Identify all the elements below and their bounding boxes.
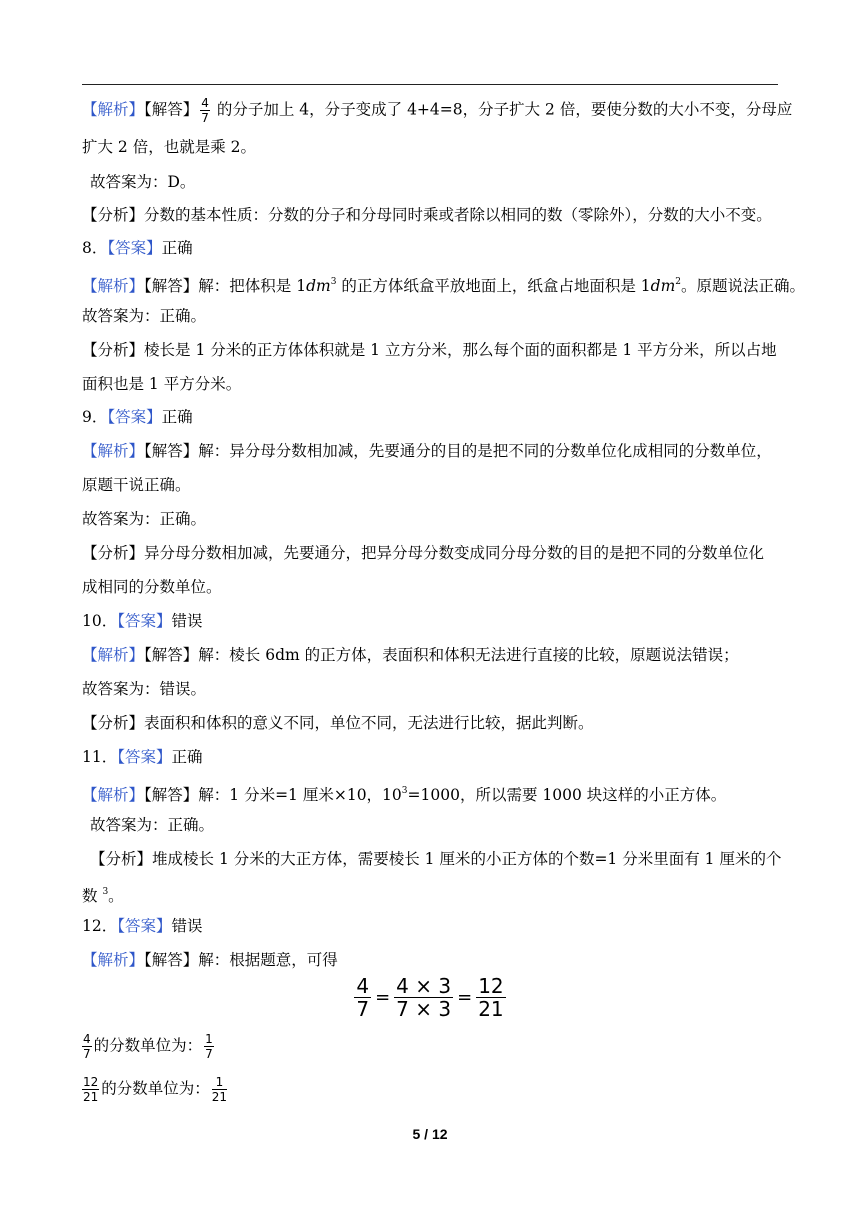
page-number: 5 / 12 [412,1126,448,1142]
fraction-equation: $\frac{4}{7}$ = $\frac{4 \times 3}{7 \times 3}$ = $\frac{12}{21}$ [356,974,504,1021]
q9-answer: 故答案为：正确。 [82,510,207,528]
q7-answer: 故答案为：D。 [90,173,196,191]
q10-answer-heading: 10．【答案】错误 [82,612,203,630]
q10-explanation: 【解析】【解答】解：棱长 6dm 的正方体，表面积和体积无法进行直接的比较，原题说法错误； [82,646,739,664]
eq-fraction-b: $\frac{4 \times 3}{7 \times 3}$ [396,974,452,1021]
header-rule [82,84,778,85]
q12-explanation: 【解析】【解答】解：根据题意，可得 [82,951,338,969]
q7-explanation-line1: 【解析】【解答】 $\frac{4}{7}$ 的分子加上 4，分子变成了 4+4=8，分子扩大 2 倍，要使分数的大小不变，分母应 [82,96,793,125]
q7-analysis: 【分析】分数的基本性质：分数的分子和分母同时乘或者除以相同的数（零除外），分数的大小不变。 [82,206,772,224]
q11-answer: 故答案为：正确。 [90,816,215,834]
q11-answer-heading: 11．【答案】正确 [82,748,203,766]
fraction-4-7-small: $\frac{4}{7}$ [83,1032,91,1061]
q11-analysis-line1: 【分析】堆成棱长 1 分米的大正方体，需要棱长 1 厘米的小正方体的个数=1 分米里面有 1 厘米的个 [90,850,782,868]
q8-analysis-line2: 面积也是 1 平方分米。 [82,375,242,393]
q8-explanation: 【解析】【解答】解：把体积是 $1dm^3$ 的正方体纸盒平放地面上，纸盒占地面积是 $1dm^2$。原题说法正确。 [82,277,806,295]
fraction-1-7: $\frac{1}{7}$ [205,1032,213,1061]
eq-fraction-a: $\frac{4}{7}$ [356,974,370,1021]
q12-unit-line1: $\frac{4}{7}$ 的分数单位为： $\frac{1}{7}$ [83,1032,213,1061]
tag-jieda: 【解答】 [144,100,199,119]
q12-unit-line2: $\frac{12}{21}$ 的分数单位为： $\frac{1}{21}$ [83,1075,228,1104]
q8-answer: 故答案为：正确。 [82,307,207,325]
q9-answer-heading: 9．【答案】正确 [82,408,193,426]
tag-jiexi: 【解析】 [82,100,145,119]
fraction-12-21-small: $\frac{12}{21}$ [83,1075,99,1104]
q9-analysis-line2: 成相同的分数单位。 [82,578,222,596]
q7-explanation-line2: 扩大 2 倍，也就是乘 2。 [82,138,257,156]
eq-fraction-c: $\frac{12}{21}$ [478,974,504,1021]
fraction-1-21: $\frac{1}{21}$ [211,1075,228,1104]
fraction-4-7: $\frac{4}{7}$ [201,96,209,125]
q11-analysis-line2: 数 $^3$。 [82,887,124,905]
q9-analysis-line1: 【分析】异分母分数相加减，先要通分，把异分母分数变成同分母分数的目的是把不同的分数单位化 [82,544,765,562]
q8-answer-heading: 8．【答案】正确 [82,239,193,257]
q9-explanation-line1: 【解析】【解答】解：异分母分数相加减，先要通分的目的是把不同的分数单位化成相同的分数单位， [82,442,772,460]
q10-analysis: 【分析】表面积和体积的意义不同，单位不同，无法进行比较，据此判断。 [82,714,594,732]
q8-analysis-line1: 【分析】棱长是 1 分米的正方体体积就是 1 立方分米，那么每个面的面积都是 1 平方分米，所以占地 [82,341,777,359]
q10-answer: 故答案为：错误。 [82,680,207,698]
q11-explanation: 【解析】【解答】解：1 分米=1 厘米×10，$10^3=1000$，所以需要 1000 块这样的小正方体。 [82,786,727,804]
q12-answer-heading: 12．【答案】错误 [82,917,203,935]
q9-explanation-line2: 原题干说正确。 [82,476,191,494]
